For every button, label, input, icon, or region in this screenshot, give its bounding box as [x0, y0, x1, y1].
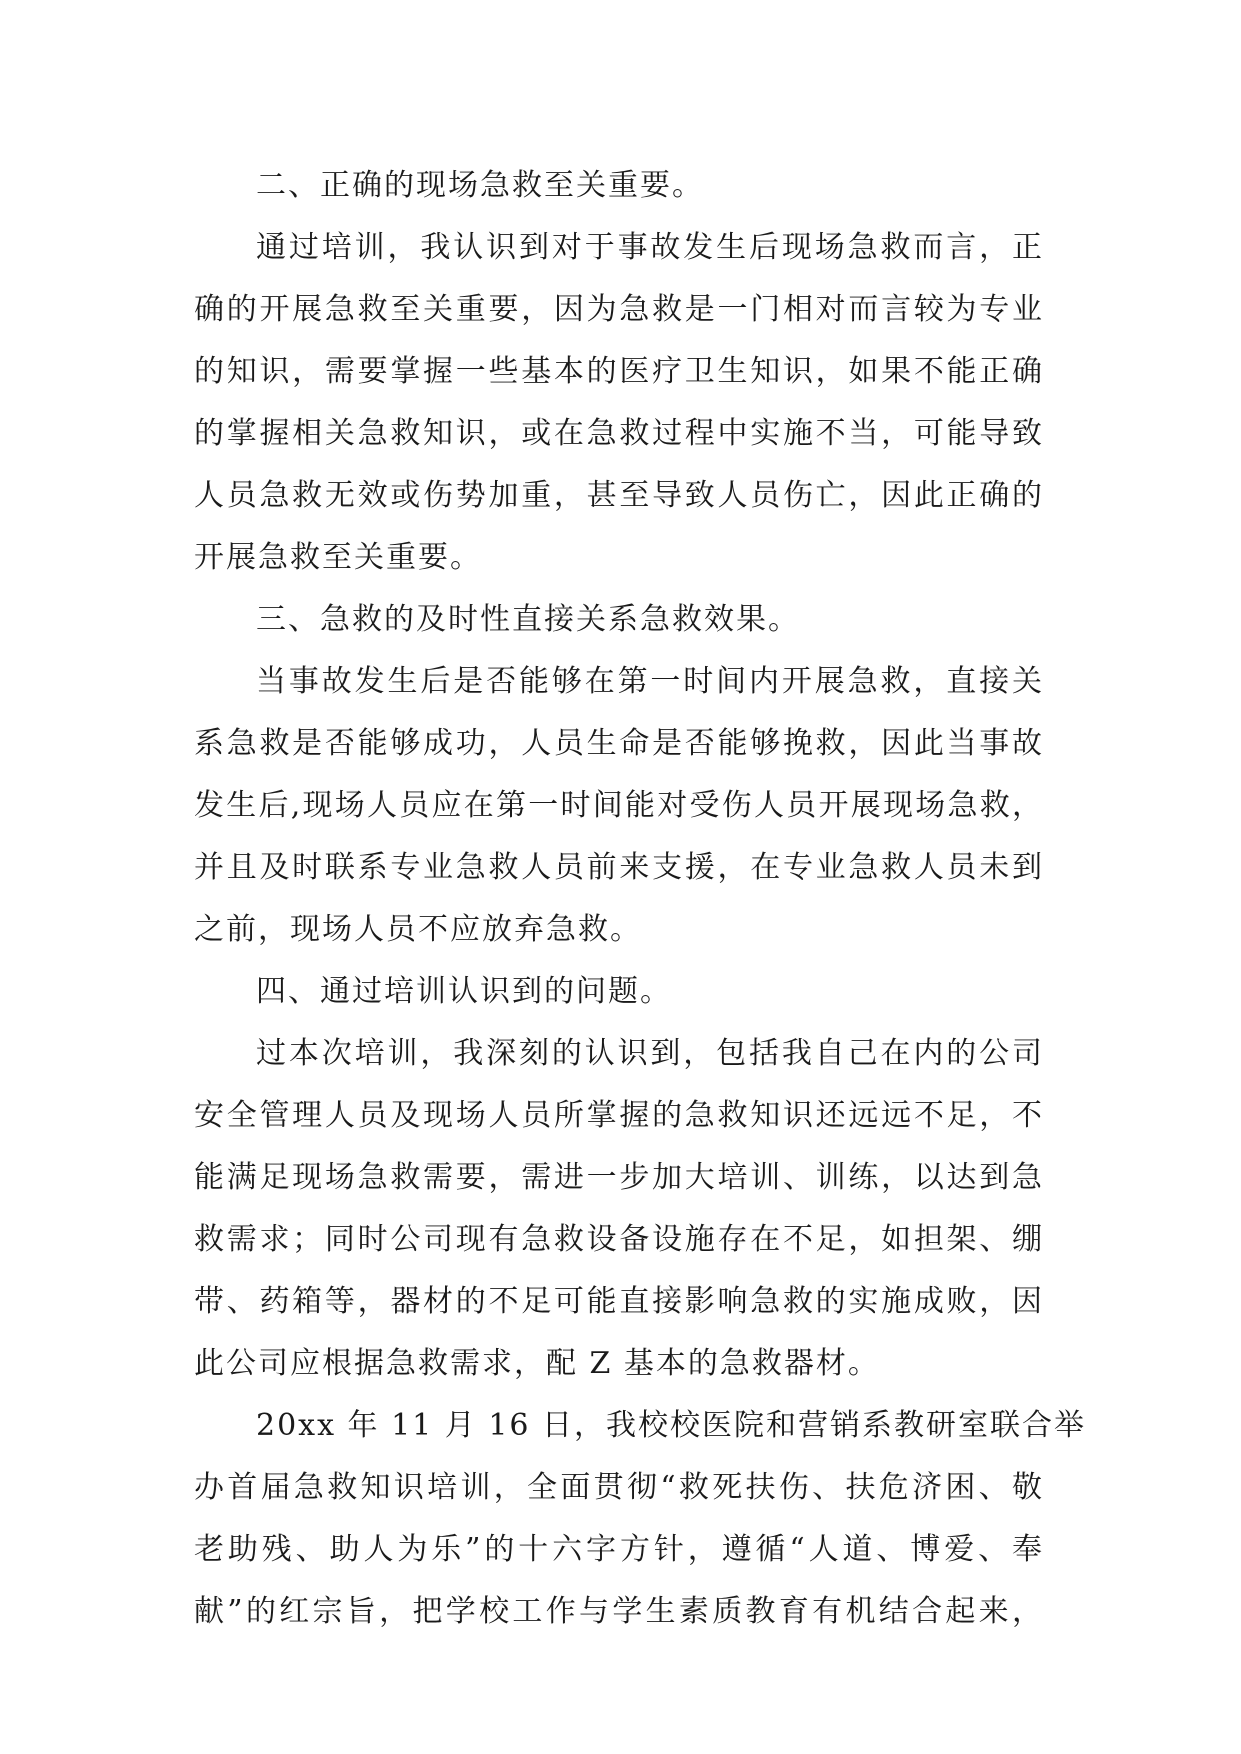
text-line: 三、急救的及时性直接关系急救效果。: [256, 602, 800, 637]
text-line: 并且及时联系专业急救人员前来支援，在专业急救人员未到: [194, 850, 1044, 885]
text-line: 通过培训，我认识到对于事故发生后现场急救而言，正: [256, 230, 1044, 265]
text-line: 系急救是否能够成功，人员生命是否能够挽救，因此当事故: [194, 726, 1044, 761]
text-line: 二、正确的现场急救至关重要。: [256, 168, 704, 203]
text-line: 带、药箱等，器材的不足可能直接影响急救的实施成败，因: [194, 1284, 1044, 1319]
text-line: 开展急救至关重要。: [194, 540, 482, 575]
text-line: 过本次培训，我深刻的认识到，包括我自己在内的公司: [256, 1036, 1044, 1071]
text-line: 此公司应根据急救需求，配 Z 基本的急救器材。: [194, 1346, 880, 1381]
text-line: 安全管理人员及现场人员所掌握的急救知识还远远不足，不: [194, 1098, 1044, 1133]
text-line: 当事故发生后是否能够在第一时间内开展急救，直接关: [256, 664, 1044, 699]
text-line: 老助残、助人为乐”的十六字方针，遵循“人道、博爱、奉: [194, 1532, 1044, 1567]
text-line: 四、通过培训认识到的问题。: [256, 974, 672, 1009]
text-line: 的掌握相关急救知识，或在急救过程中实施不当，可能导致: [194, 416, 1044, 451]
text-line: 确的开展急救至关重要，因为急救是一门相对而言较为专业: [194, 292, 1044, 327]
text-line: 办首届急救知识培训，全面贯彻“救死扶伤、扶危济困、敬: [194, 1470, 1044, 1505]
text-line: 的知识，需要掌握一些基本的医疗卫生知识，如果不能正确: [194, 354, 1044, 389]
document-body: [194, 155, 1087, 1643]
text-line: 发生后,现场人员应在第一时间能对受伤人员开展现场急救，: [194, 788, 1044, 823]
text-line: 之前，现场人员不应放弃急救。: [194, 912, 642, 947]
text-line: 救需求；同时公司现有急救设备设施存在不足，如担架、绷: [194, 1222, 1044, 1257]
text-line: 20xx 年 11 月 16 日，我校校医院和营销系教研室联合举: [256, 1408, 1087, 1443]
text-line: 人员急救无效或伤势加重，甚至导致人员伤亡，因此正确的: [194, 478, 1044, 513]
text-line: 能满足现场急救需要，需进一步加大培训、训练，以达到急: [194, 1160, 1044, 1195]
text-line: 献”的红宗旨，把学校工作与学生素质教育有机结合起来，: [194, 1594, 1044, 1629]
